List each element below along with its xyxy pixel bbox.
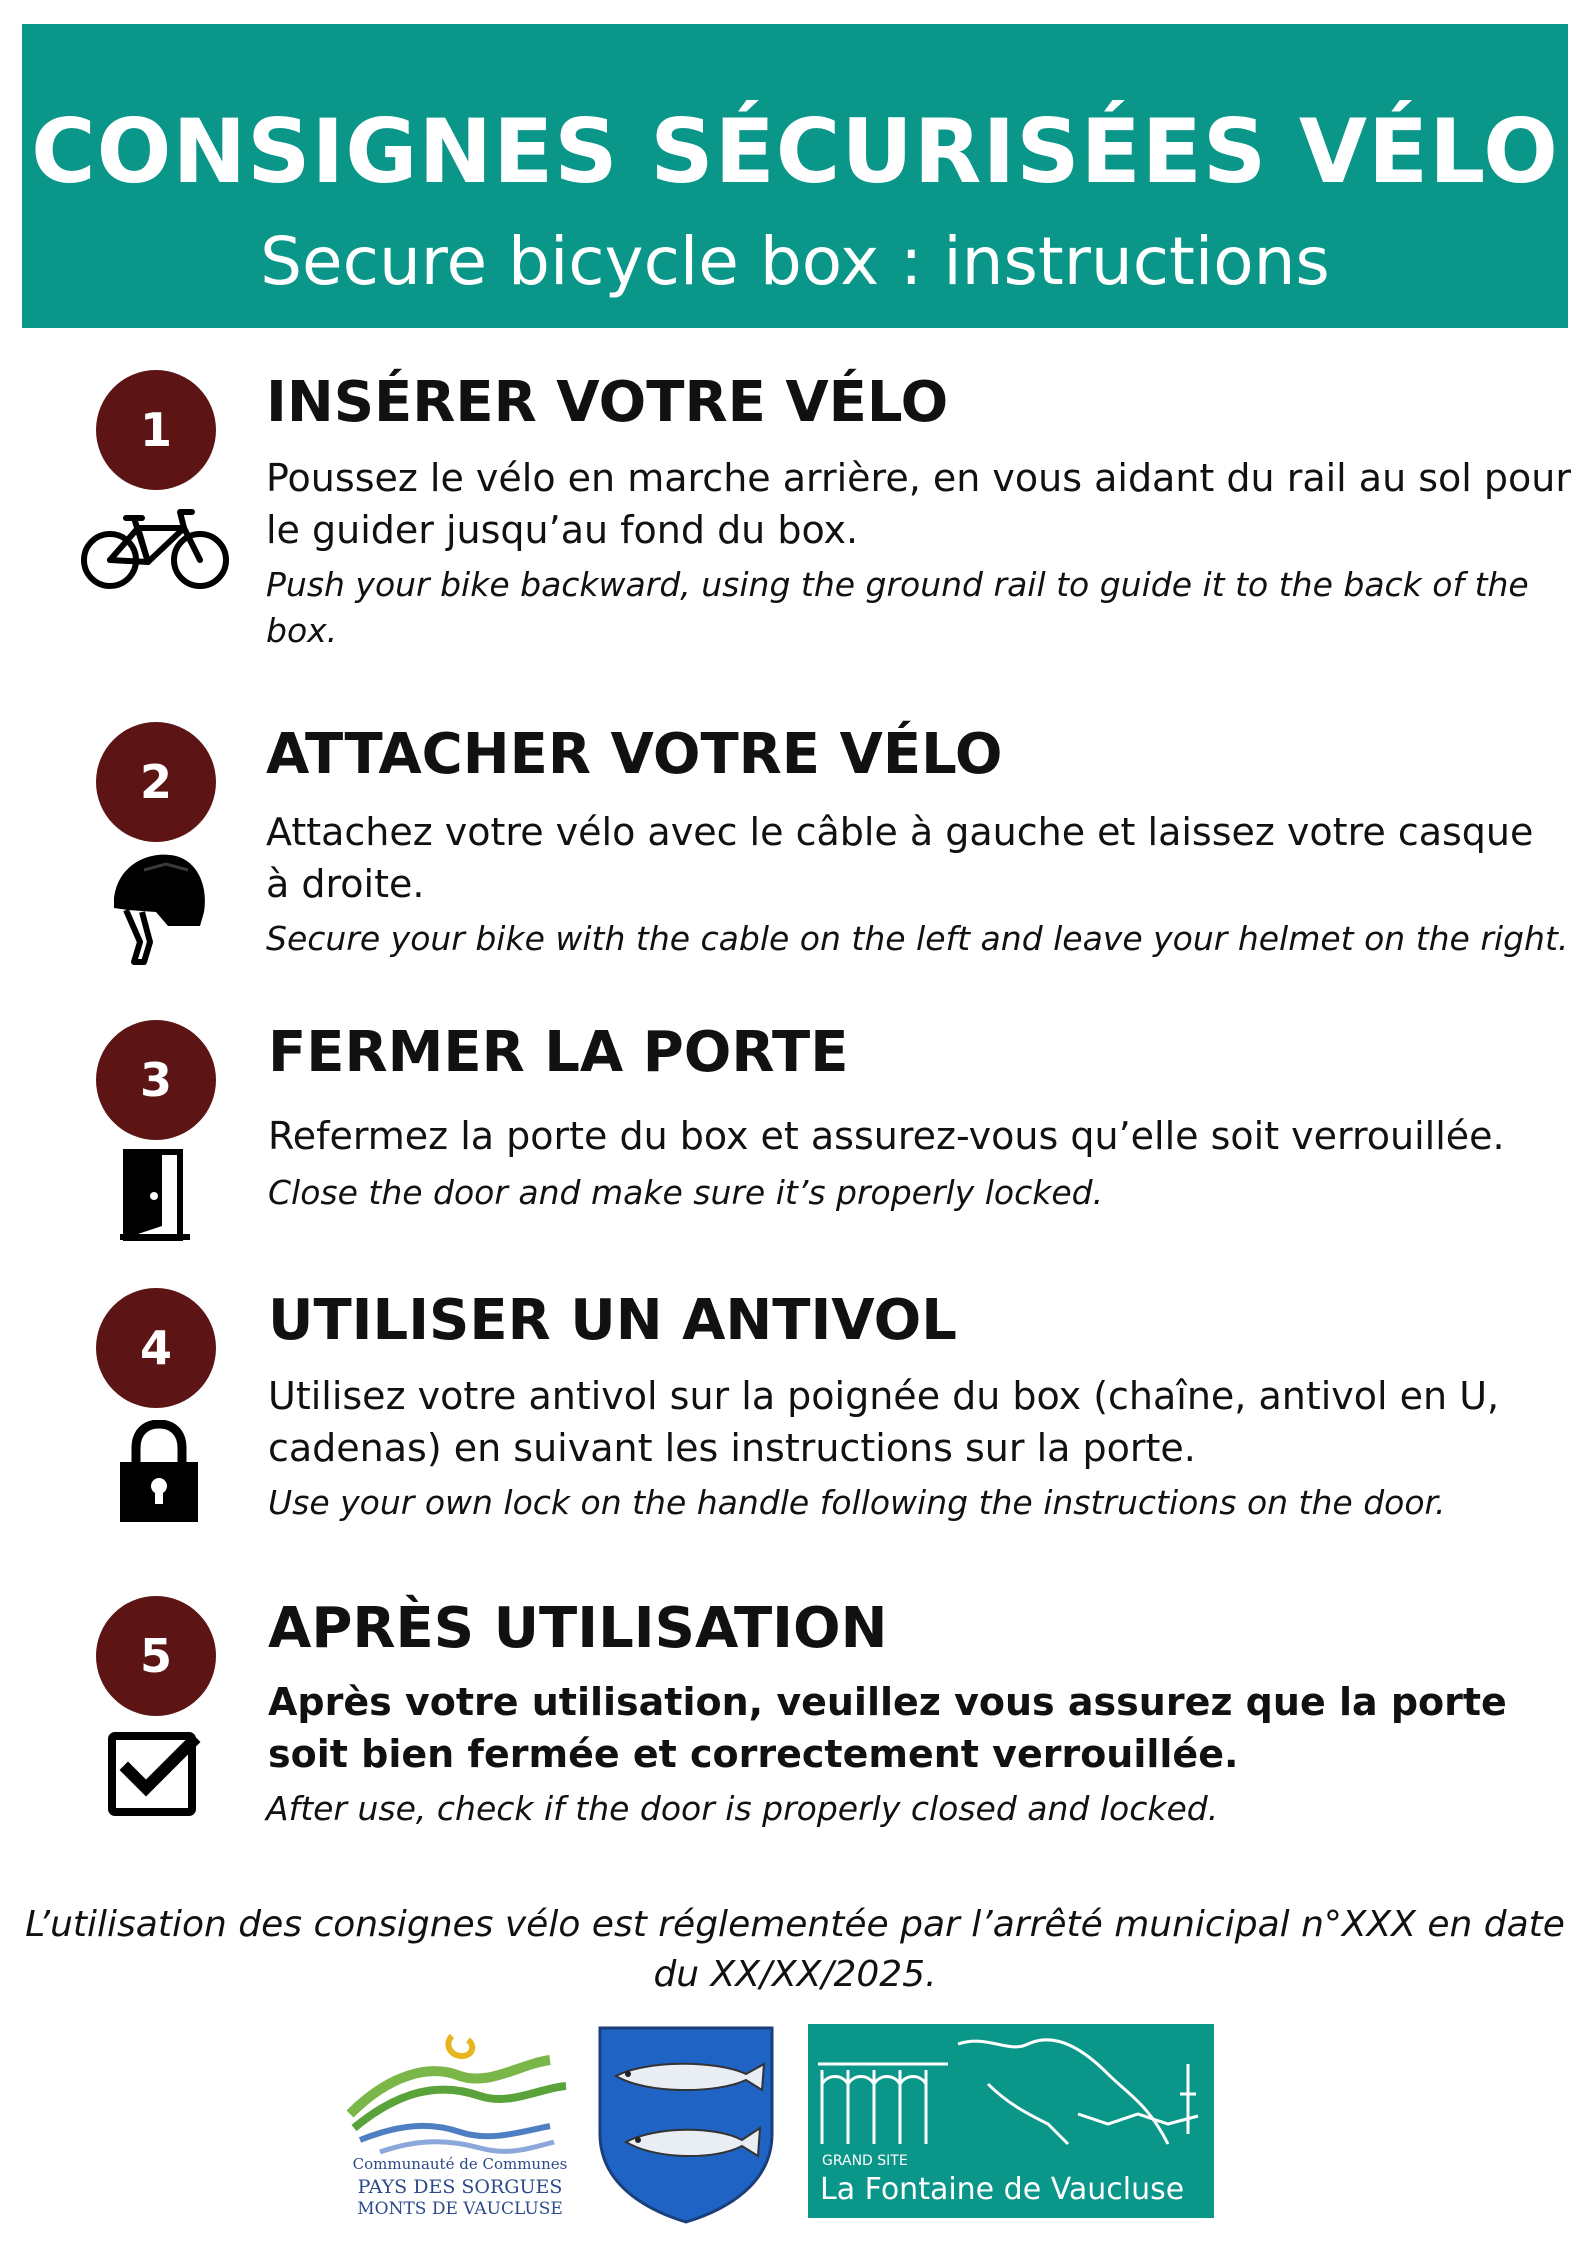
step-text-en: After use, check if the door is properly closed and locked. [266,1789,1219,1828]
step-title: APRÈS UTILISATION [268,1596,888,1661]
step-number-badge: 3 [96,1020,216,1140]
step-title: FERMER LA PORTE [268,1020,849,1085]
step-title: ATTACHER VOTRE VÉLO [266,722,1003,787]
step-text-en: Use your own lock on the handle following the instructions on the door. [268,1483,1446,1522]
coat-of-arms-icon [596,2024,776,2224]
step-text-en: Push your bike backward, using the ground rail to guide it to the back of the box. [266,565,1529,650]
fontaine-logo-line2: La Fontaine de Vaucluse [820,2172,1185,2207]
regulation-notice: L’utilisation des consignes vélo est réglementée par l’arrêté municipal n°XXX en date du XX/XX/2025. [25,1904,1565,1995]
ccpso-logo-line2: PAYS DES SORGUES [357,2176,563,2198]
step-text-fr: Refermez la porte du box et assurez-vous qu’elle soit verrouillée. [268,1114,1505,1158]
fontaine-vaucluse-logo [808,2024,1214,2218]
step-title: UTILISER UN ANTIVOL [268,1288,957,1353]
helmet-icon [104,850,208,966]
padlock-icon [118,1420,200,1524]
fontaine-logo-line1: GRAND SITE [822,2153,908,2169]
ccpso-logo [340,2024,580,2224]
step-text-fr: Utilisez votre antivol sur la poignée du box (chaîne, antivol en U, cadenas) en suivant les instructions sur la porte. [268,1374,1500,1470]
ccpso-logo-line3: MONTS DE VAUCLUSE [357,2199,563,2219]
step-number-badge: 1 [96,370,216,490]
step-title: INSÉRER VOTRE VÉLO [266,370,949,435]
aqueduct-landscape-icon [808,2024,1214,2154]
ccpso-logo-line1: Communauté de Communes [352,2155,568,2173]
step-text-fr: Après votre utilisation, veuillez vous assurez que la porte soit bien fermée et correctement verrouillée. [268,1680,1507,1776]
bicycle-icon [80,508,230,594]
hills-logo-icon [340,2024,580,2164]
step-number-badge: 5 [96,1596,216,1716]
checkbox-icon [106,1728,202,1818]
step-text-fr: Poussez le vélo en marche arrière, en vous aidant du rail au sol pour le guider jusqu’au fond du box. [266,456,1572,552]
step-number-badge: 2 [96,722,216,842]
step-number-badge: 4 [96,1288,216,1408]
step-text-en: Secure your bike with the cable on the left and leave your helmet on the right. [266,919,1569,958]
header-banner [22,24,1568,328]
page-subtitle: Secure bicycle box : instructions [260,223,1330,300]
page-title: CONSIGNES SÉCURISÉES VÉLO [31,100,1559,203]
step-text-en: Close the door and make sure it’s properly locked. [268,1173,1104,1212]
step-text-fr: Attachez votre vélo avec le câble à gauche et laissez votre casque à droite. [266,810,1534,906]
door-icon [120,1148,190,1242]
